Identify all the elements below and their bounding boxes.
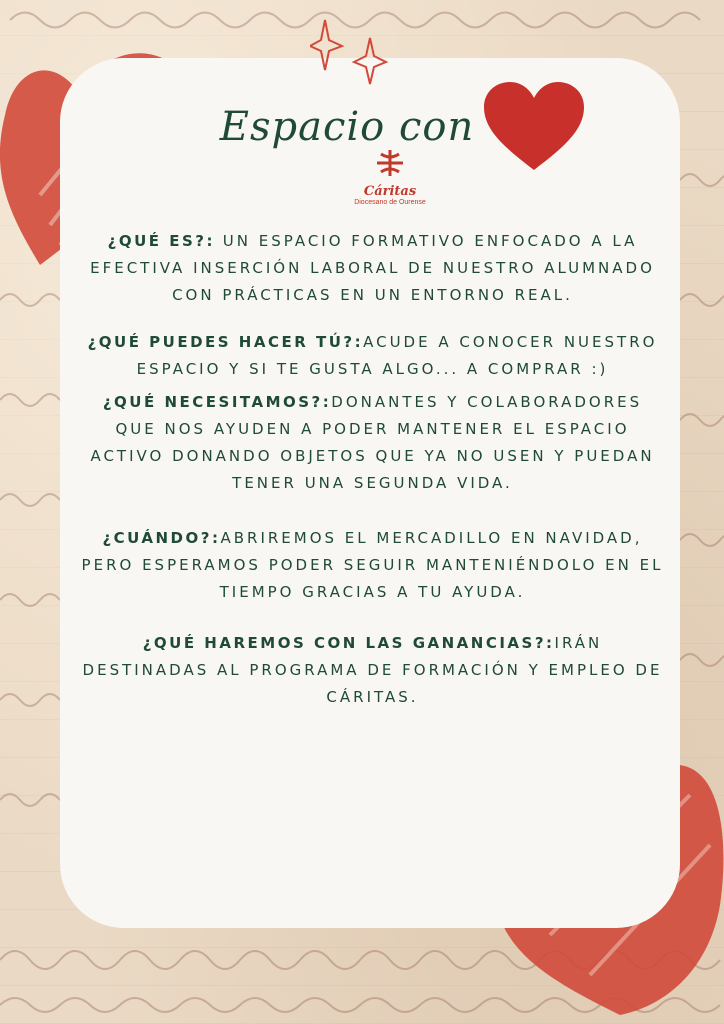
heart-icon <box>484 82 584 172</box>
section-question: ¿QUÉ HAREMOS CON LAS GANANCIAS?: <box>142 634 555 652</box>
caritas-logo <box>340 148 440 206</box>
section-answer: UN ESPACIO FORMATIVO ENFOCADO A LA EFECTIVA INSERCIÓN LABORAL DE NUESTRO ALUMNADO CON PRÁCTICAS EN UN ENTORNO REAL. <box>90 232 655 304</box>
section-que-es <box>80 228 665 309</box>
section-answer: IRÁN DESTINADAS AL PROGRAMA DE FORMACIÓN Y EMPLEO DE CÁRITAS. <box>82 634 663 706</box>
logo-subtitle: Diocesano de Ourense <box>354 199 426 206</box>
page-title: Espacio con <box>219 104 475 150</box>
logo-name: Cáritas <box>363 184 417 199</box>
section-que-puedes-hacer <box>80 329 665 383</box>
section-cuando <box>80 525 665 606</box>
section-ganancias <box>80 630 665 711</box>
info-content <box>80 228 665 727</box>
sparkle-icon <box>310 18 390 88</box>
caritas-cross-icon <box>375 148 405 178</box>
section-answer: ACUDE A CONOCER NUESTRO ESPACIO Y SI TE GUSTA ALGO... A COMPRAR :) <box>136 333 658 378</box>
section-answer: DONANTES Y COLABORADORES QUE NOS AYUDEN A PODER MANTENER EL ESPACIO ACTIVO DONANDO OBJETOS QUE YA NO USEN Y PUEDAN TENER UNA SEGUNDA VIDA. <box>90 393 655 492</box>
section-answer: ABRIREMOS EL MERCADILLO EN NAVIDAD, PERO ESPERAMOS PODER SEGUIR MANTENIÉNDOLO EN EL TIEMPO GRACIAS A TU AYUDA. <box>81 529 664 601</box>
section-question: ¿QUÉ NECESITAMOS?: <box>102 393 332 411</box>
section-question: ¿QUÉ PUEDES HACER TÚ?: <box>87 333 364 351</box>
section-question: ¿CUÁNDO?: <box>102 529 221 547</box>
section-question: ¿QUÉ ES?: <box>107 232 215 250</box>
section-que-necesitamos <box>80 389 665 497</box>
